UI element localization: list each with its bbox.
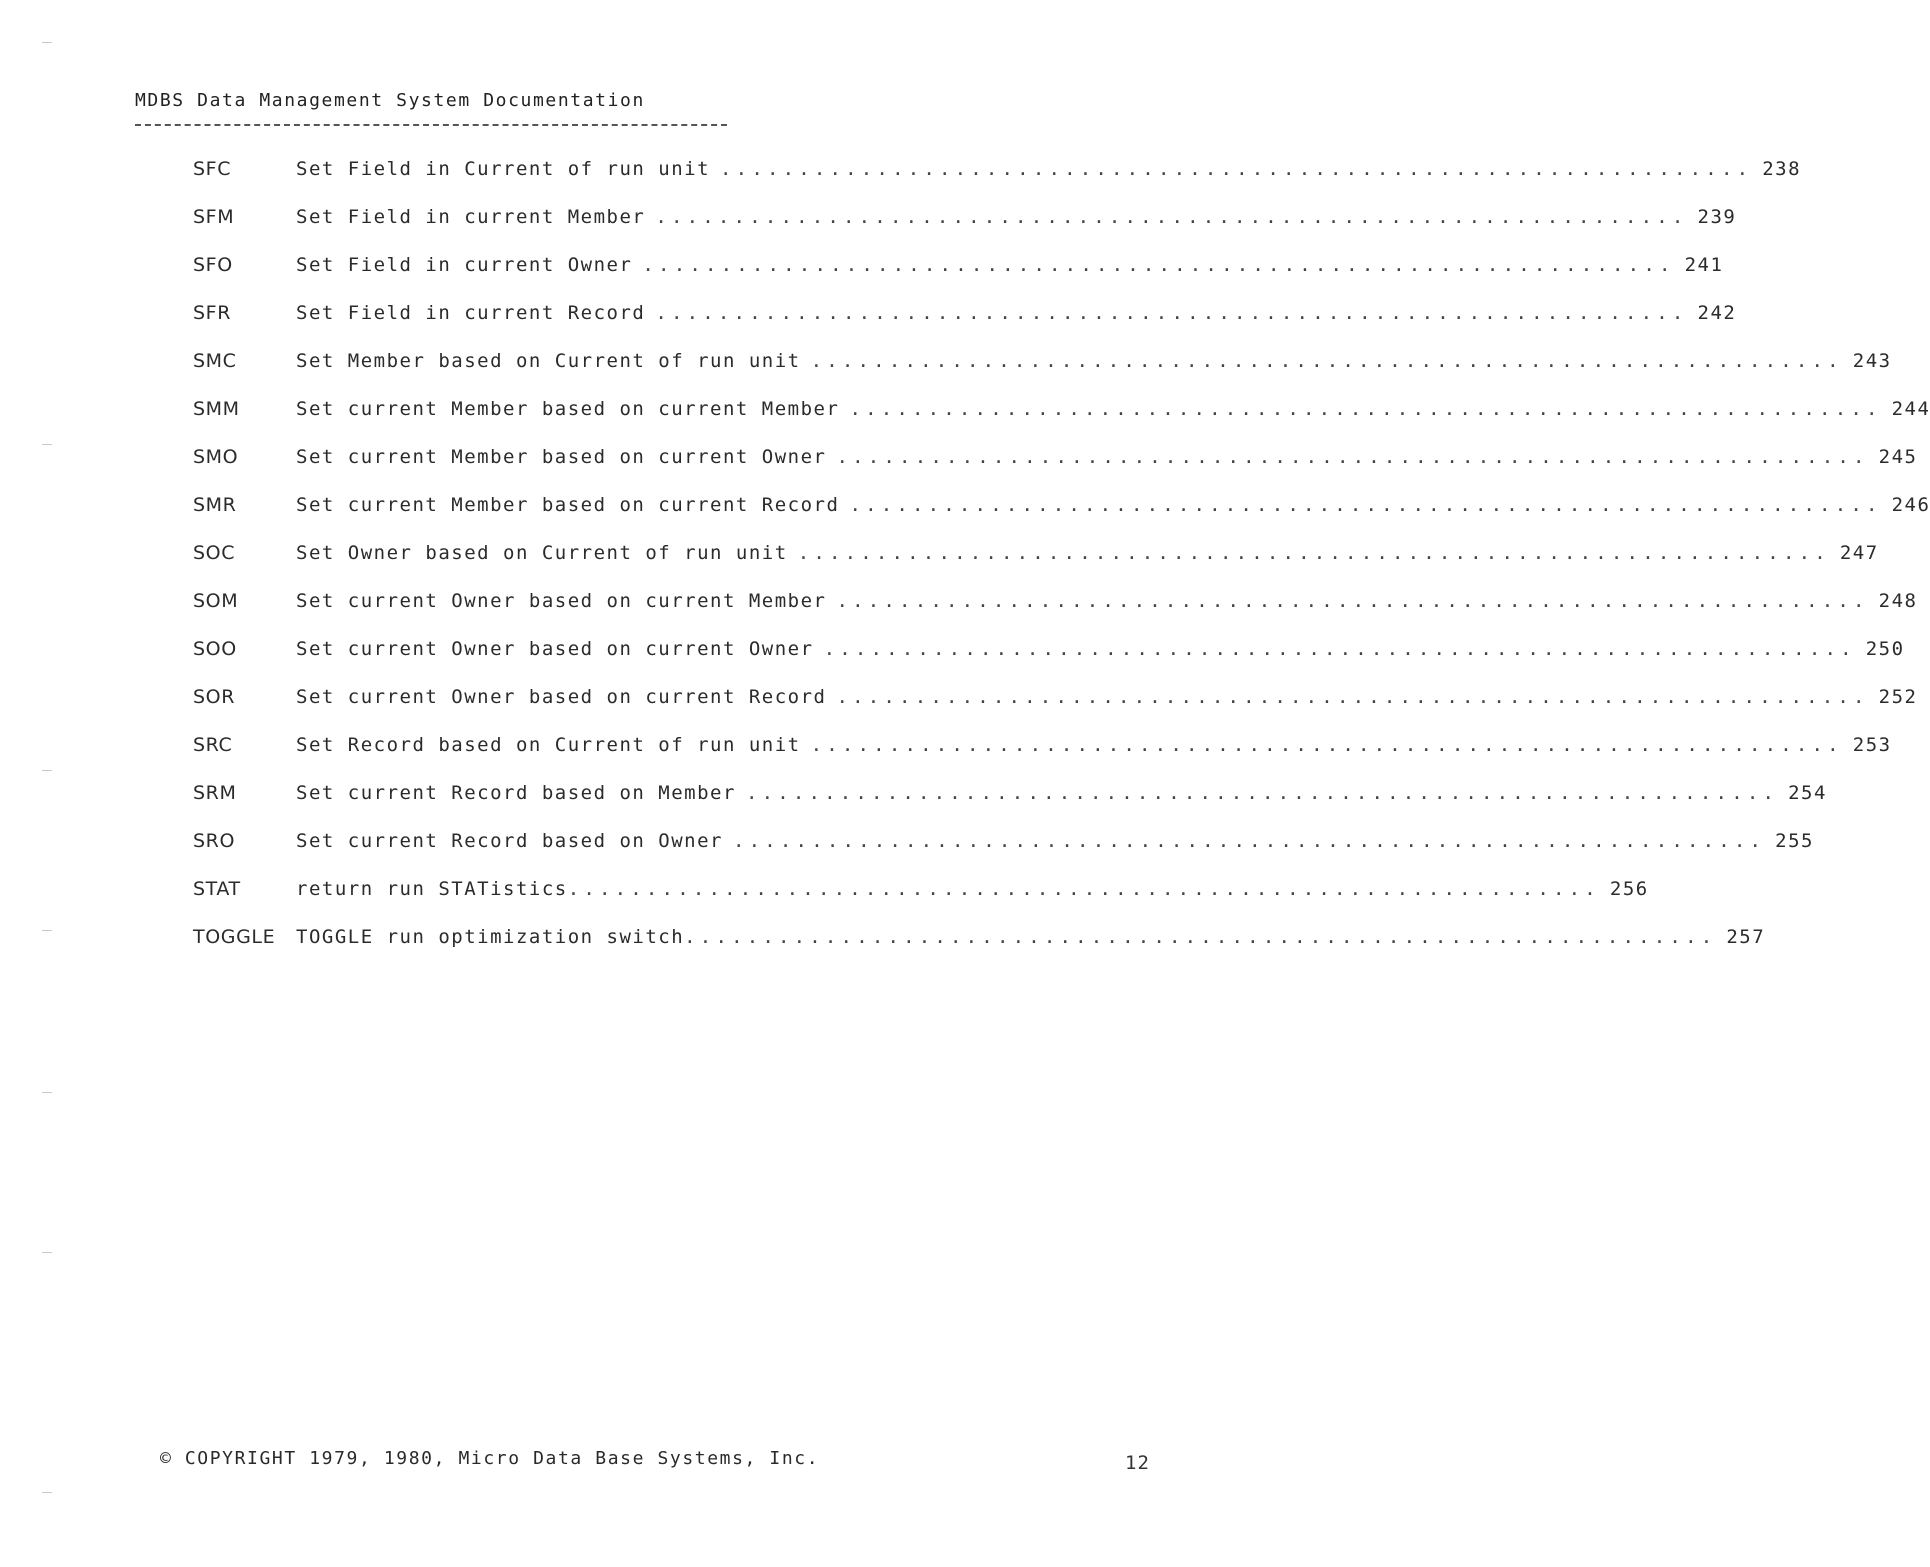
toc-entry bbox=[193, 638, 1905, 668]
dot-leader: .................................................................. bbox=[720, 158, 1753, 180]
toc-entry bbox=[193, 830, 1814, 860]
margin-mark bbox=[42, 1252, 52, 1253]
toc-entry-code: SOO bbox=[193, 638, 237, 660]
dot-leader: .................................................................. bbox=[849, 494, 1882, 516]
toc-entry bbox=[193, 302, 1737, 332]
dot-leader: .................................................................. bbox=[823, 638, 1856, 660]
toc-entry-code: SFM bbox=[193, 206, 235, 228]
margin-mark bbox=[42, 42, 52, 43]
dot-leader: .................................................................. bbox=[849, 398, 1882, 420]
toc-entry-page: 247 bbox=[1839, 542, 1879, 564]
dot-leader: .................................................................. bbox=[836, 446, 1869, 468]
dot-leader: .................................................................. bbox=[733, 830, 1766, 852]
toc-entry-page: 242 bbox=[1697, 302, 1737, 324]
toc-entry bbox=[193, 590, 1918, 620]
margin-mark bbox=[42, 444, 52, 445]
toc-entry-page: 246 bbox=[1891, 494, 1930, 516]
toc-entry bbox=[193, 350, 1892, 380]
toc-entry-title: Set current Member based on current Record bbox=[296, 494, 840, 516]
toc-entry-code: SFR bbox=[193, 302, 231, 324]
toc-entry bbox=[193, 734, 1892, 764]
toc-entry-page: 255 bbox=[1775, 830, 1814, 852]
toc-entry-page: 254 bbox=[1788, 782, 1827, 804]
toc-entry-page: 250 bbox=[1865, 638, 1905, 660]
toc-entry bbox=[193, 686, 1918, 716]
toc-entry-title: Set current Owner based on current Record bbox=[296, 686, 827, 708]
toc-entry-page: 248 bbox=[1878, 590, 1918, 612]
margin-mark bbox=[42, 1092, 52, 1093]
margin-mark bbox=[42, 1492, 52, 1493]
toc-entry-code: SFO bbox=[193, 254, 233, 276]
toc-entry-code: SMC bbox=[193, 350, 237, 372]
copyright-notice: © COPYRIGHT 1979, 1980, Micro Data Base Systems, Inc. bbox=[160, 1448, 820, 1469]
toc-entry-page: 241 bbox=[1684, 254, 1724, 276]
toc-entry-code: SMO bbox=[193, 446, 239, 468]
toc-entry-code: SRM bbox=[193, 782, 237, 804]
dot-leader: .................................................................. bbox=[745, 782, 1779, 804]
toc-entry bbox=[193, 446, 1918, 476]
toc-entry-code: TOGGLE bbox=[193, 926, 276, 948]
toc-entry-page: 256 bbox=[1609, 878, 1649, 900]
toc-entry bbox=[193, 206, 1737, 236]
toc-entry-code: SFC bbox=[193, 158, 232, 180]
toc-entry-page: 239 bbox=[1697, 206, 1737, 228]
toc-entry bbox=[193, 542, 1879, 572]
toc-entry-title: Set current Owner based on current Owner bbox=[296, 638, 814, 660]
toc-entry-title: Set current Owner based on current Member bbox=[296, 590, 827, 612]
toc-entry-title: Set Field in current Record bbox=[296, 302, 646, 324]
toc-entry-title: Set Field in current Member bbox=[296, 206, 646, 228]
toc-entry-title: Set Member based on Current of run unit bbox=[296, 350, 801, 372]
toc-entry-code: SRC bbox=[193, 734, 233, 756]
dot-leader: .................................................................. bbox=[567, 878, 1600, 900]
toc-entry-code: SOR bbox=[193, 686, 236, 708]
toc-entry-page: 245 bbox=[1878, 446, 1918, 468]
toc-entry-code: SMM bbox=[193, 398, 240, 420]
dot-leader: .................................................................. bbox=[684, 926, 1717, 948]
dot-leader: .................................................................. bbox=[642, 254, 1675, 276]
toc-entry-page: 244 bbox=[1891, 398, 1930, 420]
toc-entry-title: Set Field in Current of run unit bbox=[296, 158, 711, 180]
dot-leader: .................................................................. bbox=[655, 302, 1688, 324]
toc-entry-page: 252 bbox=[1878, 686, 1918, 708]
page-header-title: MDBS Data Management System Documentation bbox=[135, 90, 645, 111]
toc-entry bbox=[193, 254, 1724, 284]
toc-entry-title: Set Field in current Owner bbox=[296, 254, 633, 276]
toc-entry-code: SOM bbox=[193, 590, 239, 612]
page-number: 12 bbox=[1125, 1452, 1150, 1474]
toc-entry-page: 238 bbox=[1762, 158, 1802, 180]
toc-entry bbox=[193, 926, 1766, 956]
toc-entry-page: 243 bbox=[1852, 350, 1892, 372]
toc-entry-title: Set Owner based on Current of run unit bbox=[296, 542, 788, 564]
toc-entry-page: 257 bbox=[1726, 926, 1766, 948]
toc-entry-title: return run STATistics bbox=[296, 878, 568, 900]
toc-entry-title: TOGGLE run optimization switch bbox=[296, 926, 685, 948]
dot-leader: .................................................................. bbox=[810, 350, 1843, 372]
header-divider bbox=[135, 124, 727, 126]
toc-entry-code: SOC bbox=[193, 542, 236, 564]
dot-leader: .................................................................. bbox=[836, 686, 1869, 708]
toc-entry-title: Set current Member based on current Member bbox=[296, 398, 840, 420]
toc-entry-code: STAT bbox=[193, 878, 241, 900]
toc-entry bbox=[193, 158, 1802, 188]
toc-entry bbox=[193, 494, 1930, 524]
dot-leader: .................................................................. bbox=[836, 590, 1869, 612]
toc-entry-title: Set Record based on Current of run unit bbox=[296, 734, 801, 756]
dot-leader: .................................................................. bbox=[810, 734, 1843, 756]
toc-entry-title: Set current Record based on Owner bbox=[296, 830, 723, 852]
toc-entry-title: Set current Record based on Member bbox=[296, 782, 736, 804]
toc-entry bbox=[193, 878, 1649, 908]
dot-leader: .................................................................. bbox=[797, 542, 1830, 564]
margin-mark bbox=[42, 770, 52, 771]
toc-entry-code: SRO bbox=[193, 830, 236, 852]
toc-entry bbox=[193, 782, 1827, 812]
toc-entry-title: Set current Member based on current Owner bbox=[296, 446, 827, 468]
margin-mark bbox=[42, 930, 52, 931]
dot-leader: .................................................................. bbox=[655, 206, 1688, 228]
toc-entry bbox=[193, 398, 1930, 428]
toc-entry-code: SMR bbox=[193, 494, 237, 516]
toc-entry-page: 253 bbox=[1852, 734, 1892, 756]
